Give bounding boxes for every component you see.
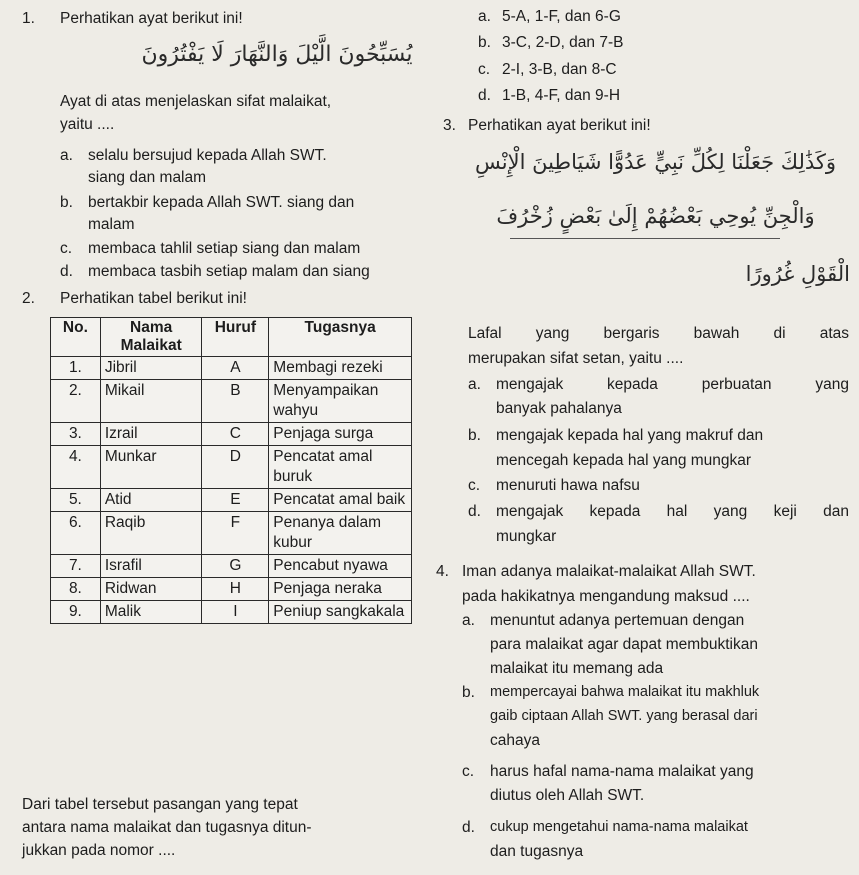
- option-text: harus hafal nama-nama malaikat yang: [490, 763, 754, 780]
- question-text: antara nama malaikat dan tugasnya ditun-: [22, 819, 312, 836]
- option-text: mengajak kepada hal yang makruf dan: [496, 427, 764, 444]
- option-letter: a.: [478, 8, 491, 25]
- row-no: 7.: [51, 555, 101, 578]
- question-text: merupakan sifat setan, yaitu ....: [468, 350, 684, 367]
- row-task: Pencabut nyawa: [269, 555, 412, 578]
- table-header-row: [51, 318, 412, 357]
- option-text: bertakbir kepada Allah SWT. siang dan: [88, 194, 355, 211]
- option-text: mempercayai bahwa malaikat itu makhluk: [490, 684, 760, 700]
- table-row: [51, 446, 412, 489]
- row-letter: G: [202, 555, 269, 578]
- option-text: 2-I, 3-B, dan 8-C: [502, 61, 617, 78]
- option-letter: d.: [468, 503, 481, 520]
- option-text: membaca tasbih setiap malam dan siang: [88, 263, 370, 280]
- option-letter: d.: [462, 819, 475, 836]
- row-name: Mikail: [100, 380, 202, 423]
- table-row: [51, 489, 412, 512]
- question-text: yaitu ....: [60, 116, 115, 133]
- option-letter: a.: [60, 147, 73, 164]
- row-letter: D: [202, 446, 269, 489]
- option-letter: b.: [478, 34, 491, 51]
- row-name: Munkar: [100, 446, 202, 489]
- option-letter: d.: [478, 87, 491, 104]
- row-letter: I: [202, 601, 269, 624]
- question-number: 3.: [443, 117, 456, 134]
- option-letter: a.: [462, 612, 475, 629]
- option-letter: b.: [462, 684, 475, 701]
- option-text: 5-A, 1-F, dan 6-G: [502, 8, 621, 25]
- question-text: jukkan pada nomor ....: [22, 842, 176, 859]
- option-letter: c.: [468, 477, 481, 494]
- option-letter: b.: [60, 194, 73, 211]
- row-letter: B: [202, 380, 269, 423]
- row-no: 3.: [51, 423, 101, 446]
- row-task: Penanya dalam kubur: [269, 512, 412, 555]
- option-text: malaikat itu memang ada: [490, 660, 664, 677]
- question-text: pada hakikatnya mengandung maksud ....: [462, 588, 750, 605]
- header-task: Tugasnya: [269, 318, 412, 357]
- option-letter: d.: [60, 263, 73, 280]
- row-letter: E: [202, 489, 269, 512]
- question-text: Iman adanya malaikat-malaikat Allah SWT.: [462, 563, 756, 580]
- option-text: membaca tahlil setiap siang dan malam: [88, 240, 361, 257]
- row-task: Penjaga neraka: [269, 578, 412, 601]
- angels-table: [50, 317, 412, 624]
- option-text: mengajak kepada perbuatan yang: [496, 376, 849, 393]
- question-prompt: Perhatikan tabel berikut ini!: [60, 290, 247, 307]
- option-text: selalu bersujud kepada Allah SWT.: [88, 147, 327, 164]
- option-text: dan tugasnya: [490, 843, 584, 860]
- option-text: mencegah kepada hal yang mungkar: [496, 452, 752, 469]
- question-text: Lafal yang bergaris bawah di atas: [468, 325, 849, 342]
- option-text: banyak pahalanya: [496, 400, 622, 417]
- option-text: mungkar: [496, 528, 557, 545]
- option-letter: b.: [468, 427, 481, 444]
- option-text: 3-C, 2-D, dan 7-B: [502, 34, 624, 51]
- row-no: 8.: [51, 578, 101, 601]
- row-name: Jibril: [100, 357, 202, 380]
- option-letter: c.: [478, 61, 491, 78]
- arabic-verse: وَكَذَٰلِكَ جَعَلْنَا لِكُلِّ نَبِيٍّ عَدُوًّا شَيَاطِينَ الْإِنْسِ: [474, 150, 837, 174]
- row-task: Menyampaikan wahyu: [269, 380, 412, 423]
- question-number: 4.: [436, 563, 449, 580]
- table-row: [51, 578, 412, 601]
- option-text: siang dan malam: [88, 169, 207, 186]
- question-number: 1.: [22, 10, 35, 27]
- row-name: Raqib: [100, 512, 202, 555]
- row-name: Izrail: [100, 423, 202, 446]
- option-text: menuruti hawa nafsu: [496, 477, 640, 494]
- option-letter: a.: [468, 376, 481, 393]
- arabic-verse: الْقَوْلِ غُرُورًا: [745, 262, 850, 286]
- row-letter: F: [202, 512, 269, 555]
- row-task: Peniup sangkakala: [269, 601, 412, 624]
- question-text: Dari tabel tersebut pasangan yang tepat: [22, 796, 298, 813]
- option-text: diutus oleh Allah SWT.: [490, 787, 645, 804]
- option-letter: c.: [462, 763, 475, 780]
- option-text: cukup mengetahui nama-nama malaikat: [490, 819, 748, 835]
- row-no: 2.: [51, 380, 101, 423]
- question-text: Ayat di atas menjelaskan sifat malaikat,: [60, 93, 332, 110]
- row-name: Malik: [100, 601, 202, 624]
- row-task: Penjaga surga: [269, 423, 412, 446]
- row-name: Ridwan: [100, 578, 202, 601]
- table-row: [51, 380, 412, 423]
- table-row: [51, 423, 412, 446]
- table-row: [51, 601, 412, 624]
- row-no: 5.: [51, 489, 101, 512]
- option-text: gaib ciptaan Allah SWT. yang berasal dari: [490, 708, 758, 724]
- row-task: Pencatat amal buruk: [269, 446, 412, 489]
- option-text: 1-B, 4-F, dan 9-H: [502, 87, 621, 104]
- row-no: 6.: [51, 512, 101, 555]
- row-task: Membagi rezeki: [269, 357, 412, 380]
- option-text: para malaikat agar dapat membuktikan: [490, 636, 758, 653]
- question-prompt: Perhatikan ayat berikut ini!: [60, 10, 243, 27]
- row-letter: C: [202, 423, 269, 446]
- table-row: [51, 555, 412, 578]
- question-number: 2.: [22, 290, 35, 307]
- arabic-verse: وَالْجِنِّ يُوحِي بَعْضُهُمْ إِلَىٰ بَعْضٍ زُخْرُفَ: [496, 204, 815, 228]
- row-no: 9.: [51, 601, 101, 624]
- row-letter: H: [202, 578, 269, 601]
- row-name: Atid: [100, 489, 202, 512]
- verse-underline: [510, 238, 780, 239]
- option-letter: c.: [60, 240, 73, 257]
- row-task: Pencatat amal baik: [269, 489, 412, 512]
- header-name: Nama Malaikat: [100, 318, 202, 357]
- table-row: [51, 357, 412, 380]
- arabic-verse: يُسَبِّحُونَ الَّيْلَ وَالنَّهَارَ لَا يَفْتُرُونَ: [141, 42, 413, 67]
- option-text: mengajak kepada hal yang keji dan: [496, 503, 849, 520]
- row-letter: A: [202, 357, 269, 380]
- row-no: 4.: [51, 446, 101, 489]
- table-row: [51, 512, 412, 555]
- row-name: Israfil: [100, 555, 202, 578]
- header-no: No.: [51, 318, 101, 357]
- header-letter: Huruf: [202, 318, 269, 357]
- option-text: malam: [88, 216, 135, 233]
- option-text: menuntut adanya pertemuan dengan: [490, 612, 745, 629]
- row-no: 1.: [51, 357, 101, 380]
- question-prompt: Perhatikan ayat berikut ini!: [468, 117, 651, 134]
- option-text: cahaya: [490, 732, 540, 749]
